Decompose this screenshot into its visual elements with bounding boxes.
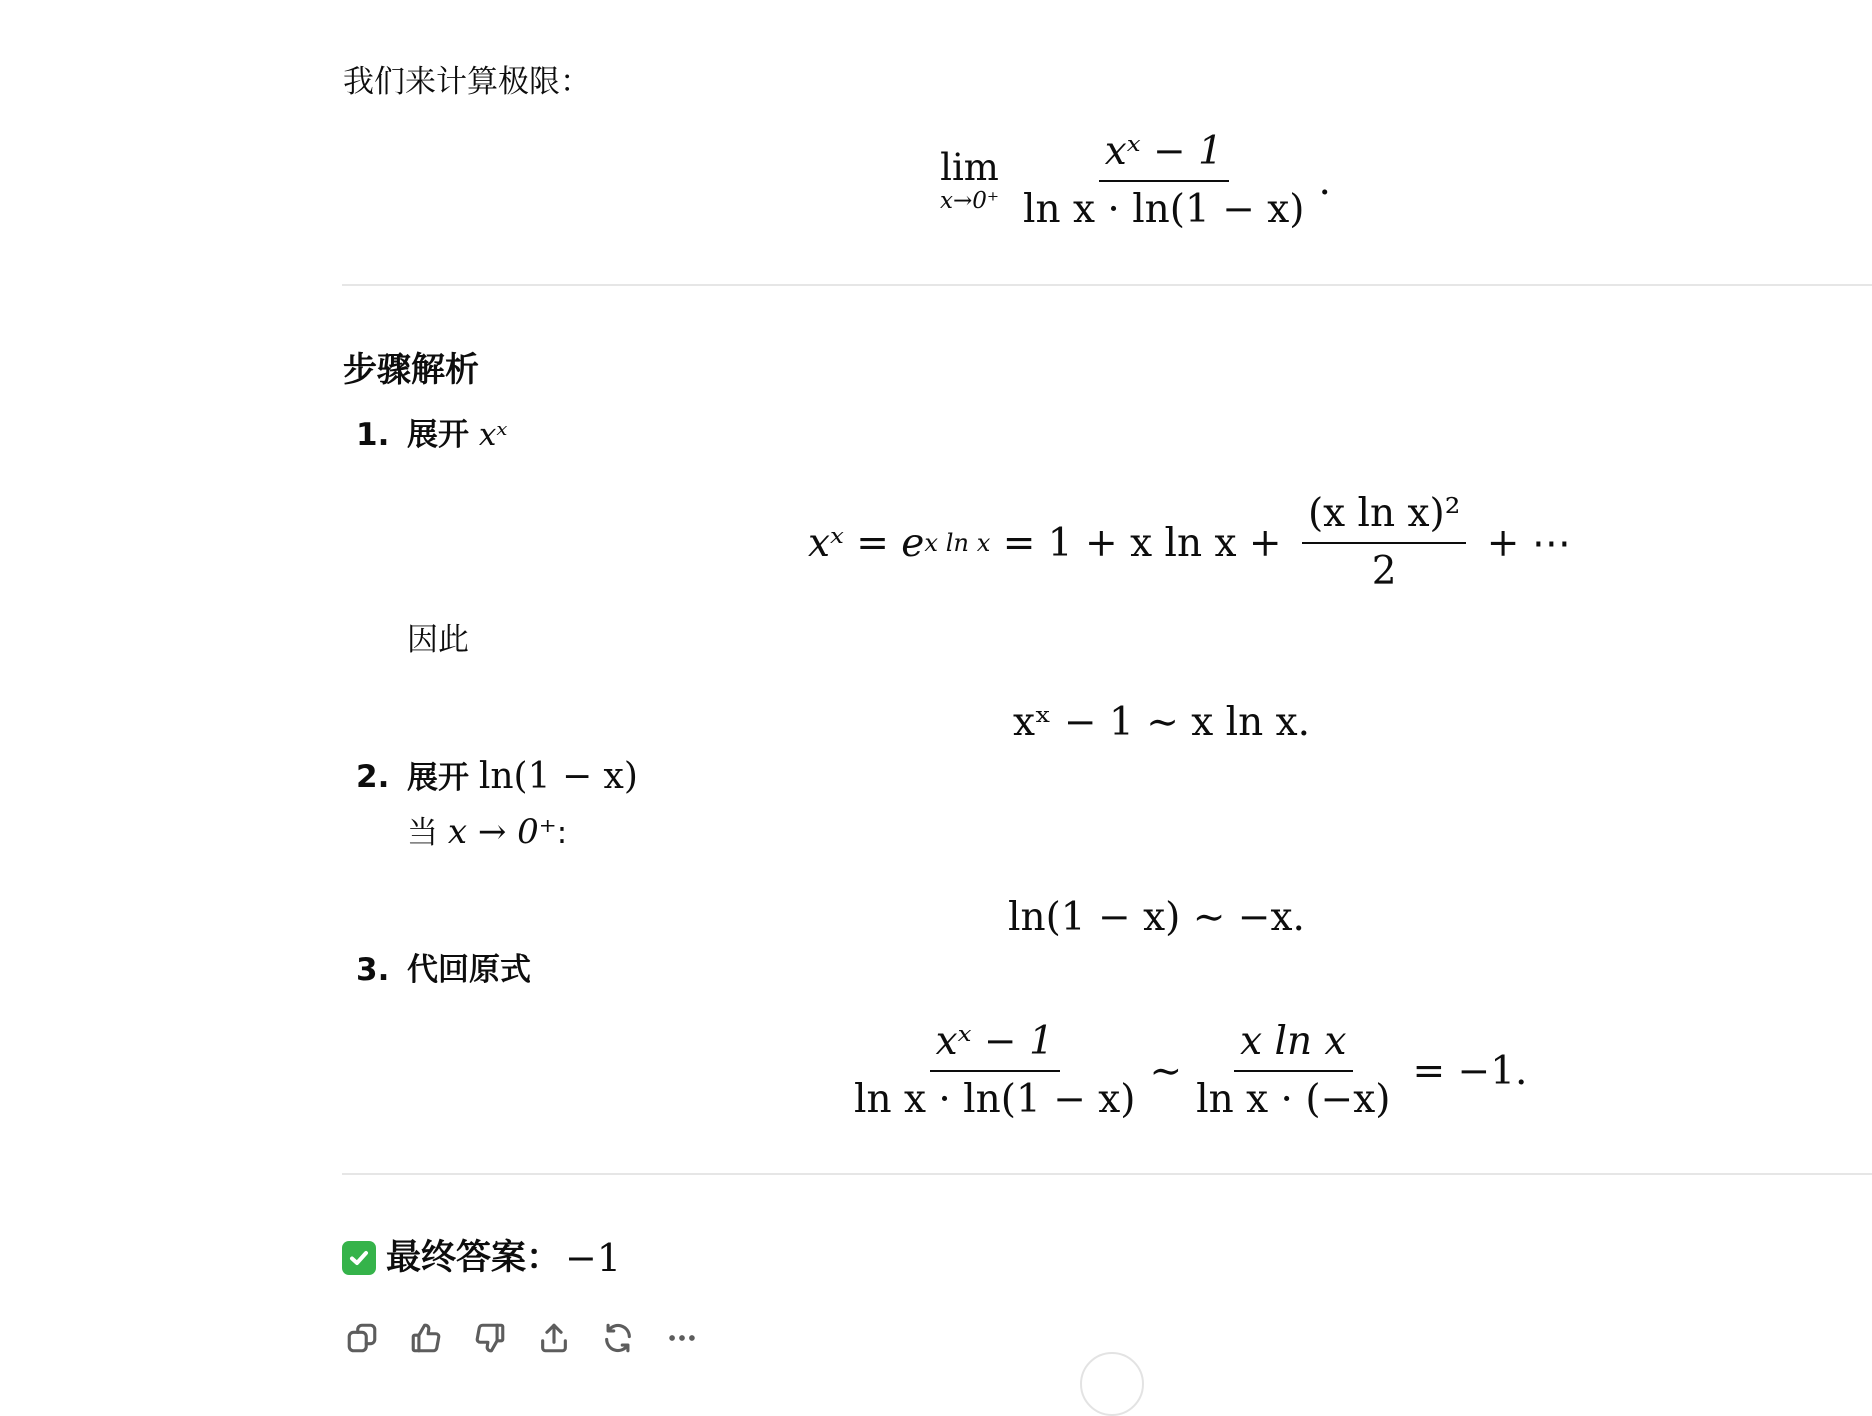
step-1-title-math: xˣ (478, 417, 508, 453)
step-3-formula (840, 1020, 1527, 1122)
main-limit-formula (940, 130, 1331, 232)
more-icon[interactable] (660, 1316, 704, 1360)
step-1-result: xˣ − 1 ∼ x ln x. (1013, 699, 1311, 745)
main-numerator: xˣ − 1 (1099, 130, 1229, 182)
final-answer (342, 1238, 621, 1278)
divider-bottom (342, 1173, 1872, 1175)
frac1-denominator: ln x · ln(1 − x) (854, 1077, 1136, 1122)
main-fraction (1017, 130, 1310, 232)
final-answer-value: −1 (565, 1236, 622, 1280)
step-1-number: 1. (356, 417, 390, 453)
lim-label: lim (940, 146, 999, 189)
step-2-result: ln(1 − x) ∼ −x. (1008, 894, 1305, 940)
expansion-fraction (1302, 492, 1466, 594)
thumbs-up-icon[interactable] (404, 1316, 448, 1360)
expansion-tail: + ⋯ (1474, 520, 1571, 566)
step-3-fraction-1 (848, 1020, 1141, 1122)
step-3-fraction-2 (1190, 1020, 1396, 1122)
section-title: 步骤解析 (343, 350, 479, 390)
step-1-expansion-formula: xˣ = e x ln x = 1 + x ln x + $\frac{\text{(x ln x)²}}{2}$ + ⋯ (808, 491, 1571, 594)
condition-colon: : (556, 815, 568, 851)
expansion-frac-denominator: 2 (1371, 549, 1397, 594)
copy-icon[interactable] (340, 1316, 384, 1360)
step-1-title (407, 415, 507, 455)
intro-text: 我们来计算极限： (343, 64, 591, 100)
step-3-number: 3. (356, 952, 390, 988)
frac2-numerator: x ln x (1234, 1020, 1352, 1072)
condition-math: x → 0⁺ (447, 812, 557, 852)
expansion-lhs: xˣ = e (808, 520, 925, 566)
expansion-frac-numerator: (x ln x)² (1302, 492, 1466, 544)
expansion-middle: = 1 + x ln x + (990, 520, 1294, 566)
thumbs-down-icon[interactable] (468, 1316, 512, 1360)
lim-subscript: x→0⁺ (940, 188, 1000, 214)
therefore-text: 因此 (407, 622, 469, 658)
final-answer-label: 最终答案： (386, 1238, 562, 1278)
step-2-title-math: ln(1 − x) (478, 756, 638, 797)
step-1-title-text: 展开 (407, 417, 469, 453)
step-3-result: = −1. (1412, 1048, 1528, 1094)
share-icon[interactable] (532, 1316, 576, 1360)
limit-operator (940, 148, 999, 214)
check-mark-icon (342, 1241, 376, 1275)
frac2-denominator: ln x · (−x) (1196, 1077, 1391, 1122)
regenerate-icon[interactable] (596, 1316, 640, 1360)
scroll-down-button[interactable] (1080, 1352, 1144, 1416)
step-2-number: 2. (356, 759, 390, 795)
step-2-condition (407, 812, 567, 853)
main-formula-period: . (1318, 158, 1331, 204)
frac1-numerator: xˣ − 1 (930, 1020, 1060, 1072)
divider-top (342, 284, 1872, 286)
step-2-title-text: 展开 (407, 760, 469, 796)
step-2-title (407, 757, 638, 798)
sim-symbol: ∼ (1149, 1048, 1183, 1094)
main-denominator: ln x · ln(1 − x) (1023, 187, 1305, 232)
step-3-title: 代回原式 (407, 952, 531, 988)
condition-text: 当 (407, 815, 438, 851)
